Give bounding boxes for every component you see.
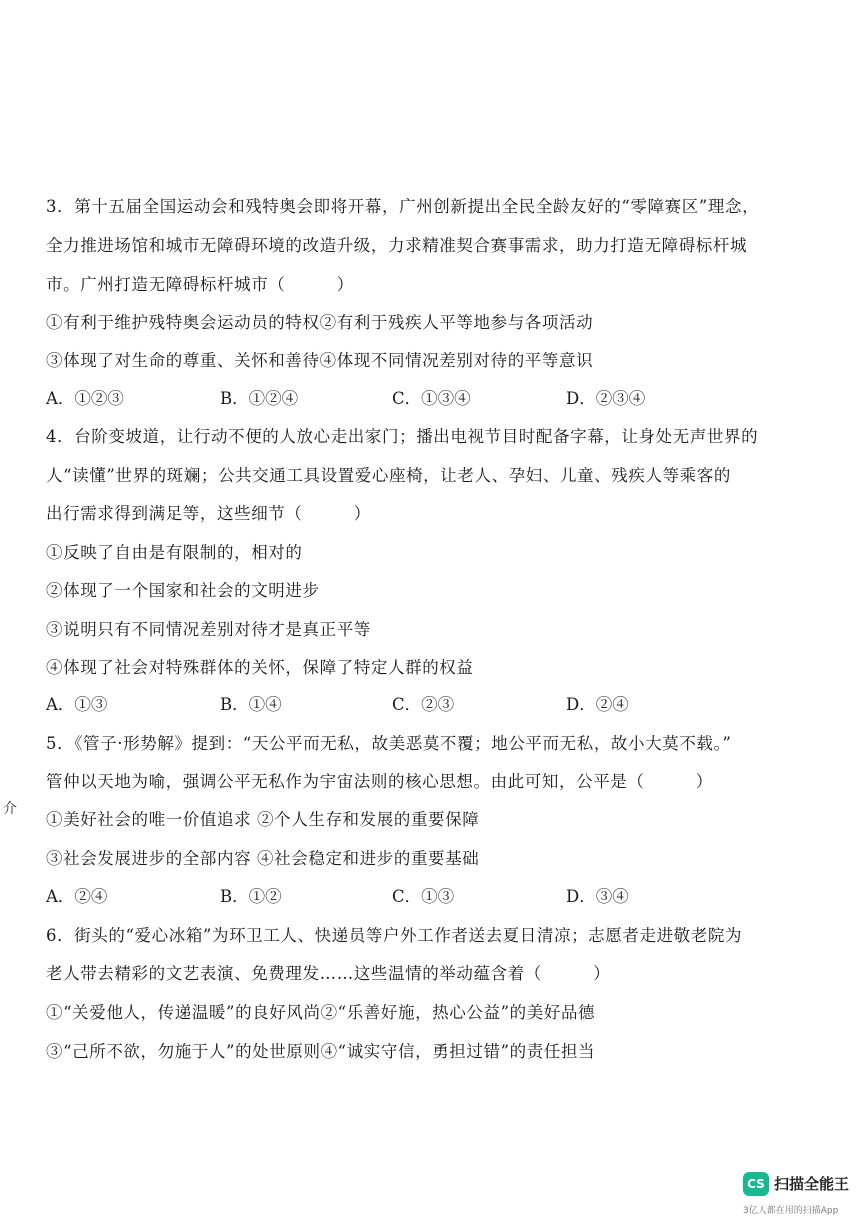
question-3-option-a: A．①②③	[46, 389, 124, 408]
question-4-statement-3: ③说明只有不同情况差别对待才是真正平等	[46, 620, 371, 639]
question-4-option-b: B．①④	[220, 695, 282, 714]
question-4-option-a: A．①③	[46, 695, 108, 714]
question-3-statement-1-2: ①有利于维护残特奥会运动员的特权②有利于残疾人平等地参与各项活动	[46, 313, 594, 332]
question-6-statement-3-4: ③“己所不欲，勿施于人”的处世原则④“诚实守信，勇担过错”的责任担当	[46, 1042, 596, 1061]
question-6-statement-1-2: ①“关爱他人，传递温暖”的良好风尚②“乐善好施，热心公益”的美好品德	[46, 1003, 596, 1022]
question-3-options	[46, 388, 746, 410]
question-4-option-c: C．②③	[392, 695, 455, 714]
question-3-statement-3-4: ③体现了对生命的尊重、关怀和善待④体现不同情况差别对待的平等意识	[46, 351, 594, 370]
scanner-watermark	[743, 1172, 853, 1220]
watermark-tagline: 3亿人都在用的扫描App	[743, 1206, 839, 1216]
question-3-option-d: D．②③④	[566, 389, 646, 408]
question-5-option-c: C．①③	[392, 887, 455, 906]
question-3-stem-line-2: 全力推进场馆和城市无障碍环境的改造升级，力求精准契合赛事需求，助力打造无障碍标杆城	[46, 236, 748, 255]
question-5-stem-line-2: 管仲以天地为喻，强调公平无私作为宇宙法则的核心思想。由此可知，公平是（ ）	[46, 772, 713, 791]
question-3-option-c: C．①③④	[392, 389, 471, 408]
question-4-option-d: D．②④	[566, 695, 629, 714]
question-4-statement-2: ②体现了一个国家和社会的文明进步	[46, 581, 320, 600]
question-5-options	[46, 886, 746, 908]
question-5-stem-line-1: 5．《管子·形势解》提到：“天公平而无私，故美恶莫不覆；地公平而无私，故小大莫不载。”	[46, 734, 732, 753]
question-4-stem-line-1: 4．台阶变坡道，让行动不便的人放心走出家门；播出电视节目时配备字幕，让身处无声世界的	[46, 427, 759, 446]
question-6-stem-line-2: 老人带去精彩的文艺表演、免费理发……这些温情的举动蕴含着（ ）	[46, 964, 611, 983]
question-4-stem-line-3: 出行需求得到满足等，这些细节（ ）	[46, 504, 371, 523]
question-5-option-a: A．②④	[46, 887, 108, 906]
margin-mark: 介	[3, 801, 17, 817]
question-3-option-b: B．①②④	[220, 389, 299, 408]
question-5-option-b: B．①②	[220, 887, 282, 906]
question-3-stem-line-3: 市。广州打造无障碍标杆城市（ ）	[46, 275, 354, 294]
question-4-stem-line-2: 人“读懂”世界的斑斓；公共交通工具设置爱心座椅，让老人、孕妇、儿童、残疾人等乘客的	[46, 466, 731, 485]
question-4-options	[46, 694, 746, 716]
question-5-statement-3-4: ③社会发展进步的全部内容 ④社会稳定和进步的重要基础	[46, 849, 480, 868]
question-5-statement-1-2: ①美好社会的唯一价值追求 ②个人生存和发展的重要保障	[46, 810, 480, 829]
question-4-statement-4: ④体现了社会对特殊群体的关怀，保障了特定人群的权益	[46, 658, 474, 677]
watermark-app-name: 扫描全能王	[774, 1175, 850, 1193]
question-5-option-d: D．③④	[566, 887, 629, 906]
question-3-stem-line-1: 3．第十五届全国运动会和残特奥会即将开幕，广州创新提出全民全龄友好的“零障赛区”理念，	[46, 197, 760, 216]
question-4-statement-1: ①反映了自由是有限制的，相对的	[46, 543, 303, 562]
question-6-stem-line-1: 6．街头的“爱心冰箱”为环卫工人、快递员等户外工作者送去夏日清凉；志愿者走进敬老院为	[46, 926, 743, 945]
camscanner-logo-icon: CS	[743, 1172, 769, 1196]
